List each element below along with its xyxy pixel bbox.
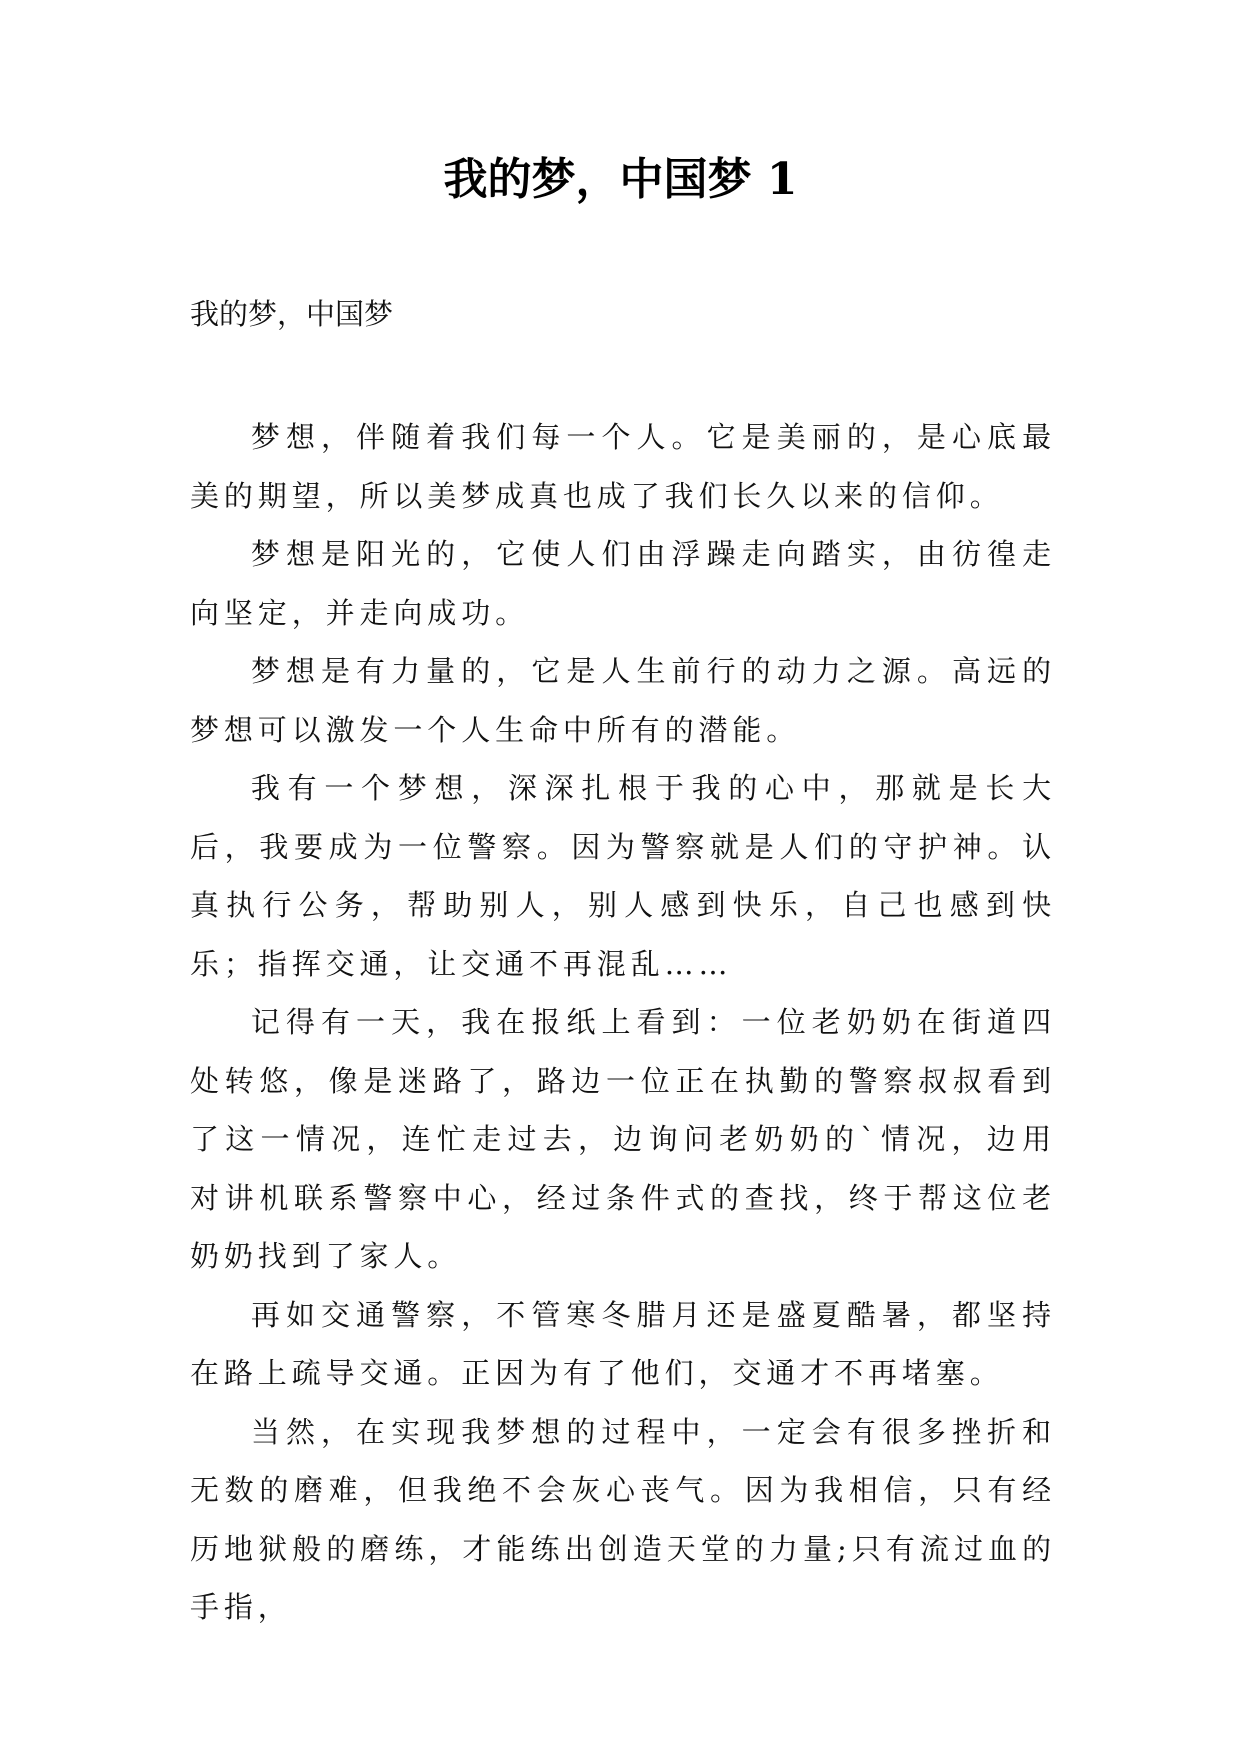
document-subtitle: 我的梦，中国梦 xyxy=(190,297,394,331)
document-title: 我的梦，中国梦 1 xyxy=(443,154,798,205)
paragraph: 我有一个梦想，深深扎根于我的心中，那就是长大后，我要成为一位警察。因为警察就是人们的守护神。认真执行公务，帮助别人，别人感到快乐，自己也感到快乐；指挥交通，让交通不再混乱…… xyxy=(190,771,1056,981)
paragraph: 梦想，伴随着我们每一个人。它是美丽的，是心底最美的期望，所以美梦成真也成了我们长久以来的信仰。 xyxy=(190,420,1056,513)
document-body xyxy=(190,408,1056,1637)
paragraph: 梦想是有力量的，它是人生前行的动力之源。高远的梦想可以激发一个人生命中所有的潜能。 xyxy=(190,654,1056,747)
paragraph: 当然，在实现我梦想的过程中，一定会有很多挫折和无数的磨难，但我绝不会灰心丧气。因为我相信，只有经历地狱般的磨练，才能练出创造天堂的力量;只有流过血的手指， xyxy=(190,1414,1056,1624)
paragraph: 再如交通警察，不管寒冬腊月还是盛夏酷暑，都坚持在路上疏导交通。正因为有了他们，交通才不再堵塞。 xyxy=(190,1297,1056,1390)
paragraph: 记得有一天，我在报纸上看到：一位老奶奶在街道四处转悠，像是迷路了，路边一位正在执勤的警察叔叔看到了这一情况，连忙走过去，边询问老奶奶的`情况，边用对讲机联系警察中心，经过条件式的查找，终于帮这位老奶奶找到了家人。 xyxy=(190,1005,1056,1273)
paragraph: 梦想是阳光的，它使人们由浮躁走向踏实，由彷徨走向坚定，并走向成功。 xyxy=(190,537,1056,630)
